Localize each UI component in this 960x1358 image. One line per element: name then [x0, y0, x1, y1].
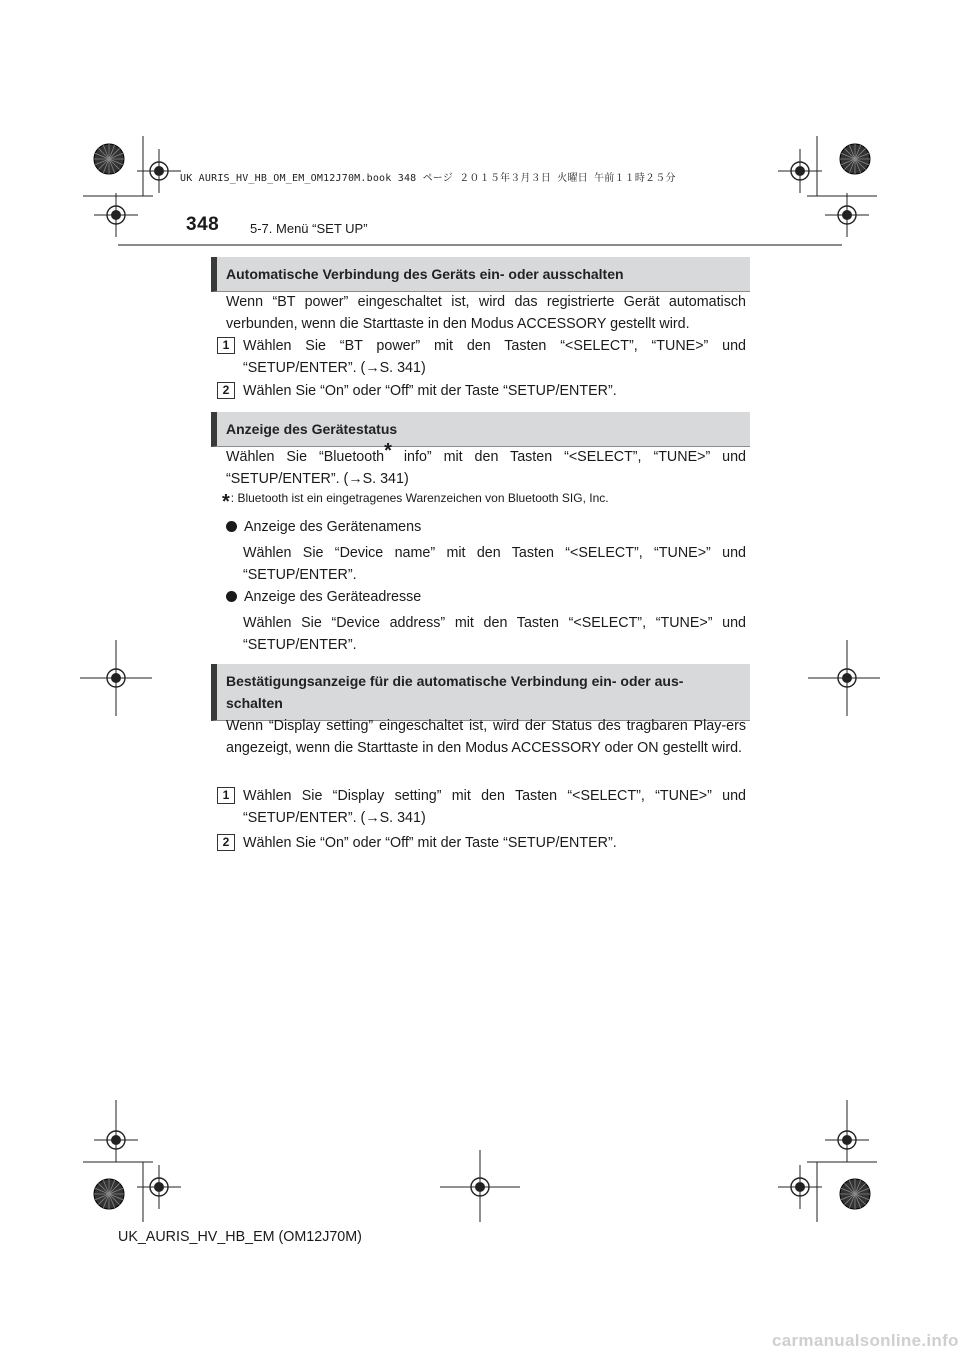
footnote: *: Bluetooth ist ein eingetragenes Warenzeichen von Bluetooth SIG, Inc.: [222, 491, 609, 513]
step-number-badge: 1: [217, 337, 235, 354]
site-watermark: carmanualsonline.info: [772, 1331, 959, 1350]
header-divider: [118, 244, 842, 246]
chapter-title: 5-7. Menü “SET UP”: [250, 221, 368, 236]
footnote-marker: *: [384, 440, 392, 462]
step-number-badge: 2: [217, 834, 235, 851]
step-text: Wählen Sie “On” oder “Off” mit der Taste “SETUP/ENTER”.: [243, 835, 617, 851]
step-number-badge: 1: [217, 787, 235, 804]
section-heading-auto-connect: Automatische Verbindung des Geräts ein- oder ausschalten: [211, 257, 750, 292]
step-text: Wählen Sie “Display setting” mit den Tasten “<SELECT”, “TUNE>” und “SETUP/ENTER”. (→S. 341): [243, 788, 746, 826]
bullet-item: Anzeige des Gerätenamens: [226, 516, 421, 538]
footnote-star: *: [222, 491, 230, 513]
bullet-dot-icon: [226, 521, 237, 532]
bullet-item: Anzeige des Geräteadresse: [226, 586, 421, 608]
page-number: 348: [186, 214, 220, 235]
section-intro: Wählen Sie “Bluetooth* info” mit den Tasten “<SELECT”, “TUNE>” und “SETUP/ENTER”. (→S. 341): [226, 440, 746, 487]
step-text: Wählen Sie “BT power” mit den Tasten “<SELECT”, “TUNE>” und “SETUP/ENTER”. (→S. 341): [243, 338, 746, 376]
section-heading-confirmation: Bestätigungsanzeige für die automatische Verbindung ein- oder aus-schalten: [211, 664, 750, 721]
book-file-meta: UK AURIS_HV_HB_OM_EM_OM12J70M.book 348 ページ ２０１５年３月３日 火曜日 午前１１時２５分: [180, 173, 676, 184]
bullet-text: Wählen Sie “Device address” mit den Tasten “<SELECT”, “TUNE>” und “SETUP/ENTER”.: [243, 615, 746, 653]
bullet-text: Wählen Sie “Device name” mit den Tasten “<SELECT”, “TUNE>” und “SETUP/ENTER”.: [243, 545, 746, 583]
section-intro: Wenn “BT power” eingeschaltet ist, wird das registrierte Gerät automatisch verbunden, wenn die Starttaste in den Modus ACCESSORY gestellt wird.: [226, 294, 746, 332]
step-text: Wählen Sie “On” oder “Off” mit der Taste “SETUP/ENTER”.: [243, 383, 617, 399]
manual-code: UK_AURIS_HV_HB_EM (OM12J70M): [118, 1229, 362, 1245]
section-intro: Wenn “Display setting” eingeschaltet ist, wird der Status des tragbaren Play-ers angezeigt, wenn die Starttaste in den Modus ACCESSORY oder ON gestellt wird.: [226, 718, 746, 756]
section-heading-device-status: Anzeige des Gerätestatus: [211, 412, 750, 447]
step-number-badge: 2: [217, 382, 235, 399]
bullet-dot-icon: [226, 591, 237, 602]
